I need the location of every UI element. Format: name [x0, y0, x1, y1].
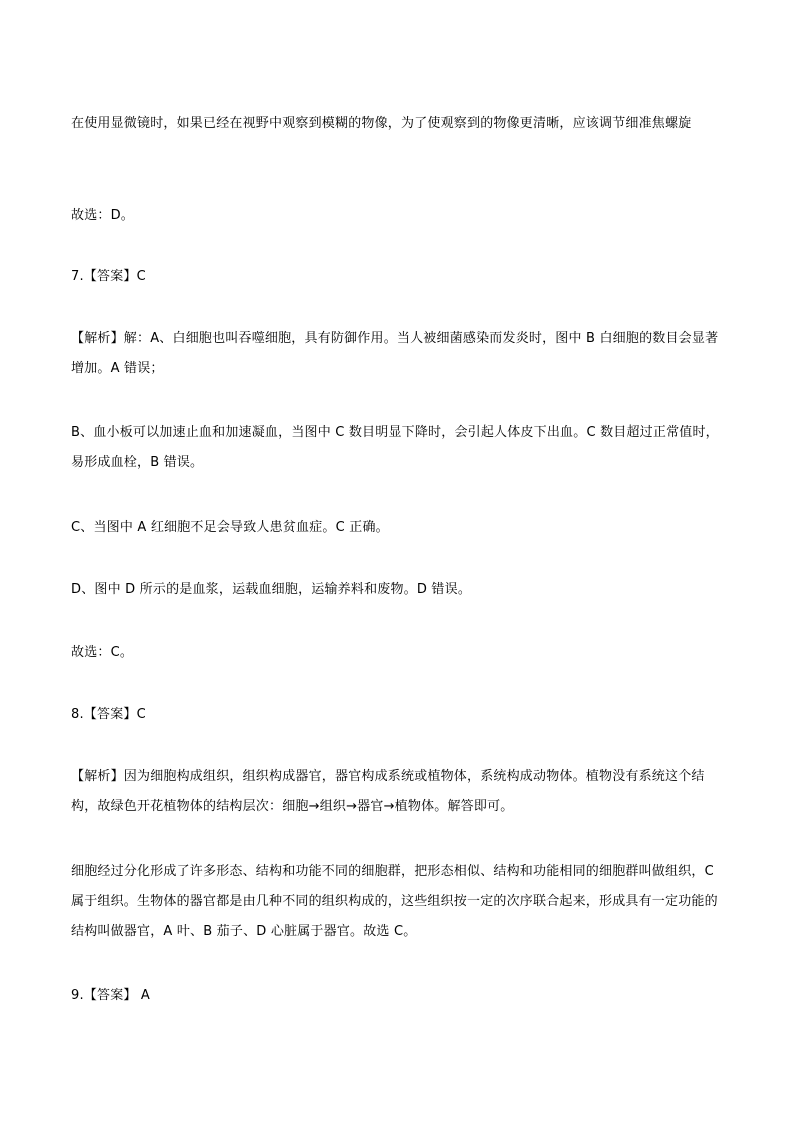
answer-heading-8: 8.【答案】C	[71, 707, 146, 722]
answer-choice-6: 故选：D。	[71, 208, 135, 223]
answer-heading-9: 9.【答案】 A	[71, 988, 151, 1003]
analysis-7-a: 【解析】解：A、白细胞也叫吞噬细胞，具有防御作用。当人被细菌感染而发炎时，图中 B 白细胞的数目会显著增加。A 错误；	[71, 331, 719, 376]
analysis-7-b: B、血小板可以加速止血和加速凝血，当图中 C 数目明显下降时，会引起人体皮下出血。C 数目超过正常值时，易形成血栓，B 错误。	[71, 425, 719, 470]
answer-heading-7: 7.【答案】C	[71, 269, 146, 284]
analysis-8-detail: 细胞经过分化形成了许多形态、结构和功能不同的细胞群，把形态相似、结构和功能相同的细胞群叫做组织，C 属于组织。生物体的器官都是由几种不同的组织构成的，这些组织按一定的次序联合起来，形成具有一定功能的结构叫做器官，A 叶、B 茄子、D 心脏属于器官。故选 C。	[71, 864, 718, 939]
answer-choice-7: 故选：C。	[71, 645, 134, 660]
analysis-8-intro: 【解析】因为细胞构成组织，组织构成器官，器官构成系统或植物体，系统构成动物体。植物没有系统这个结构，故绿色开花植物体的结构层次：细胞→组织→器官→植物体。解答即可。	[71, 769, 705, 814]
analysis-7-d: D、图中 D 所示的是血浆，运载血细胞，运输养料和废物。D 错误。	[71, 582, 472, 597]
analysis-7-c: C、当图中 A 红细胞不足会导致人患贫血症。C 正确。	[71, 520, 389, 535]
microscope-explanation: 在使用显微镜时，如果已经在视野中观察到模糊的物像，为了使观察到的物像更清晰，应该调节细准焦螺旋	[71, 116, 692, 131]
